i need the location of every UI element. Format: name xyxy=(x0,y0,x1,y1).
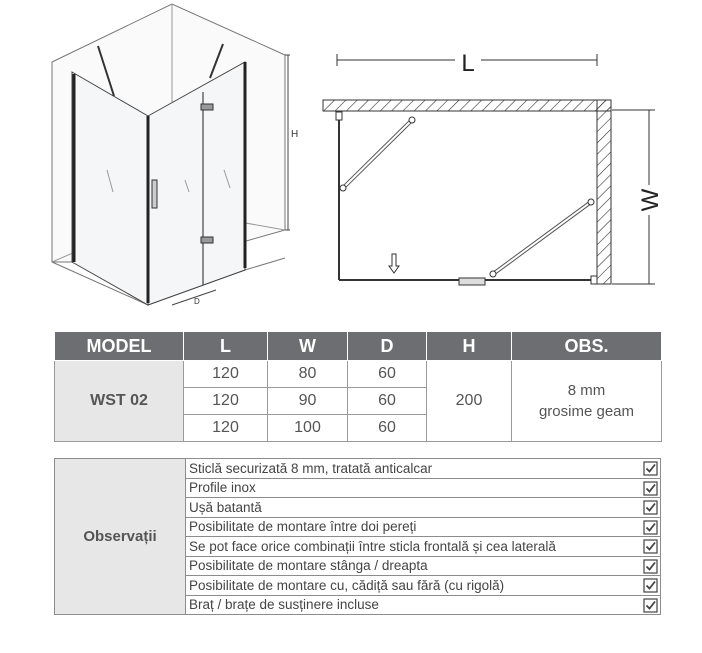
checkbox-checked-icon xyxy=(643,500,658,515)
observations-label: Observații xyxy=(55,459,186,615)
header-obs: OBS. xyxy=(512,332,662,361)
observation-text: Posibilitate de montare cu, cădiță sau fără (cu rigolă) xyxy=(186,576,641,596)
observation-text: Posibilitate de montare stânga / dreapta xyxy=(186,556,641,576)
observation-text: Sticlă securizată 8 mm, tratată anticalcar xyxy=(186,459,641,479)
table-row xyxy=(55,361,662,388)
checkbox-checked-icon xyxy=(643,539,658,554)
header-h: H xyxy=(427,332,512,361)
cell-l: 120 xyxy=(184,361,268,388)
cell-w: 80 xyxy=(268,361,348,388)
cell-l: 120 xyxy=(184,388,268,415)
observation-text: Se pot face orice combinații între sticla frontală și cea laterală xyxy=(186,537,641,557)
checkbox-checked-icon xyxy=(643,598,658,613)
model-name: WST 02 xyxy=(55,361,184,442)
observation-text: Profile inox xyxy=(186,478,641,498)
header-model: MODEL xyxy=(55,332,184,361)
isometric-drawing xyxy=(40,0,310,320)
spec-table xyxy=(54,331,662,442)
plan-drawing xyxy=(315,40,675,300)
cell-d: 60 xyxy=(348,388,427,415)
observation-text: Ușă batantă xyxy=(186,498,641,518)
checkbox-checked-icon xyxy=(643,578,658,593)
spec-header-row xyxy=(55,332,662,361)
observations-table xyxy=(54,458,661,615)
cell-obs xyxy=(512,361,662,442)
checkbox-checked-icon xyxy=(643,559,658,574)
obs-line-1: 8 mm xyxy=(567,382,606,399)
width-label: W xyxy=(637,188,664,212)
list-item xyxy=(55,459,661,479)
header-l: L xyxy=(184,332,268,361)
checkbox-checked-icon xyxy=(643,461,658,476)
cell-h: 200 xyxy=(427,361,512,442)
observation-text: Braț / brațe de susținere incluse xyxy=(186,595,641,615)
cell-d: 60 xyxy=(348,415,427,442)
cell-w: 90 xyxy=(268,388,348,415)
length-label: L xyxy=(461,50,475,77)
cell-d: 60 xyxy=(348,361,427,388)
header-d: D xyxy=(348,332,427,361)
obs-line-2: grosime geam xyxy=(538,403,635,420)
cell-w: 100 xyxy=(268,415,348,442)
observation-text: Posibilitate de montare între doi pereți xyxy=(186,517,641,537)
cell-l: 120 xyxy=(184,415,268,442)
checkbox-checked-icon xyxy=(643,481,658,496)
checkbox-checked-icon xyxy=(643,520,658,535)
header-w: W xyxy=(268,332,348,361)
height-label: H xyxy=(291,129,299,140)
depth-label: D xyxy=(194,297,200,306)
